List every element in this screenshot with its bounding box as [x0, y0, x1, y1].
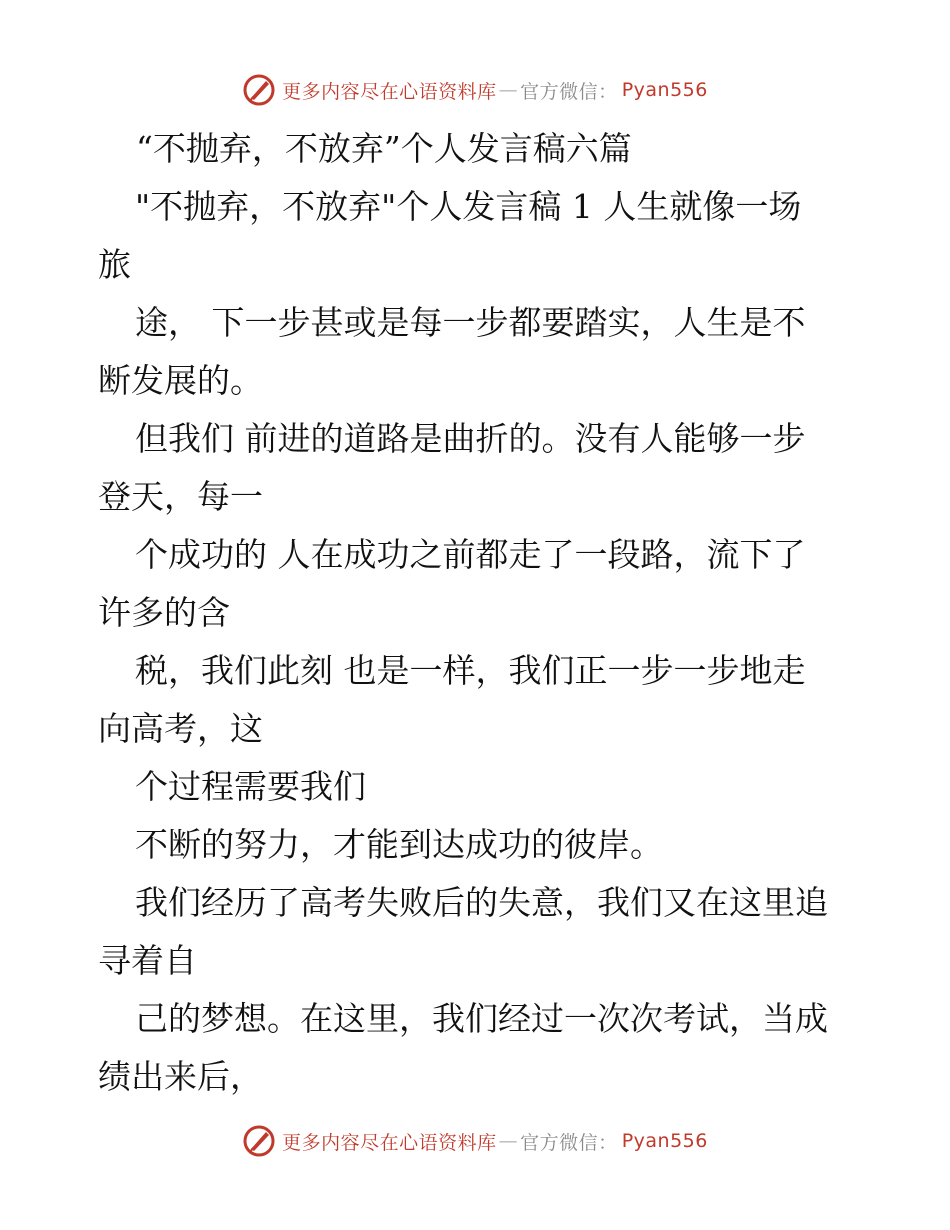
paragraph-line: 向高考，这 — [98, 709, 263, 748]
paragraph-line: 个成功的 人在成功之前都走了一段路，流下了 — [135, 535, 806, 574]
watermark-separator: — — [498, 79, 519, 101]
document-title: “不抛弃，不放弃”个人发言稿六篇 — [136, 129, 632, 168]
quill-seal-icon — [242, 73, 276, 107]
paragraph-line: 己的梦想。在这里，我们经过一次次考试，当成 — [135, 999, 828, 1038]
paragraph-line: 个过程需要我们 — [135, 767, 366, 806]
document-body — [98, 120, 858, 1106]
paragraph-line: 登天，每一 — [98, 477, 263, 516]
watermark-separator: — — [498, 1130, 519, 1152]
watermark-wechat-id: Pyan556 — [621, 1130, 708, 1152]
quill-seal-icon — [242, 1124, 276, 1158]
paragraph-line: 我们经历了高考失败后的失意，我们又在这里追 — [135, 883, 828, 922]
paragraph-line: 旅 — [98, 245, 131, 284]
paragraph-line: 不断的努力，才能到达成功的彼岸。 — [135, 825, 663, 864]
paragraph-line: 断发展的。 — [98, 361, 263, 400]
watermark-wechat-id: Pyan556 — [621, 79, 708, 101]
paragraph-line: 寻着自 — [98, 941, 197, 980]
paragraph-line: 但我们 前进的道路是曲折的。没有人能够一步 — [135, 419, 806, 458]
paragraph-line: 税，我们此刻 也是一样，我们正一步一步地走 — [135, 651, 806, 690]
watermark-official-label: 官方微信： — [520, 1131, 618, 1154]
paragraph-line: 途， 下一步甚或是每一步都要踏实，人生是不 — [135, 303, 806, 342]
paragraph-line: "不抛弃，不放弃"个人发言稿 1 人生就像一场 — [135, 187, 802, 226]
footer-watermark — [0, 1121, 950, 1161]
watermark-brand-text: 更多内容尽在心语资料库 — [282, 80, 497, 103]
paragraph-line: 许多的含 — [98, 593, 230, 632]
watermark-official-label: 官方微信： — [520, 80, 618, 103]
header-watermark — [0, 70, 950, 110]
paragraph-line: 绩出来后， — [98, 1057, 263, 1096]
watermark-brand-text: 更多内容尽在心语资料库 — [282, 1131, 497, 1154]
